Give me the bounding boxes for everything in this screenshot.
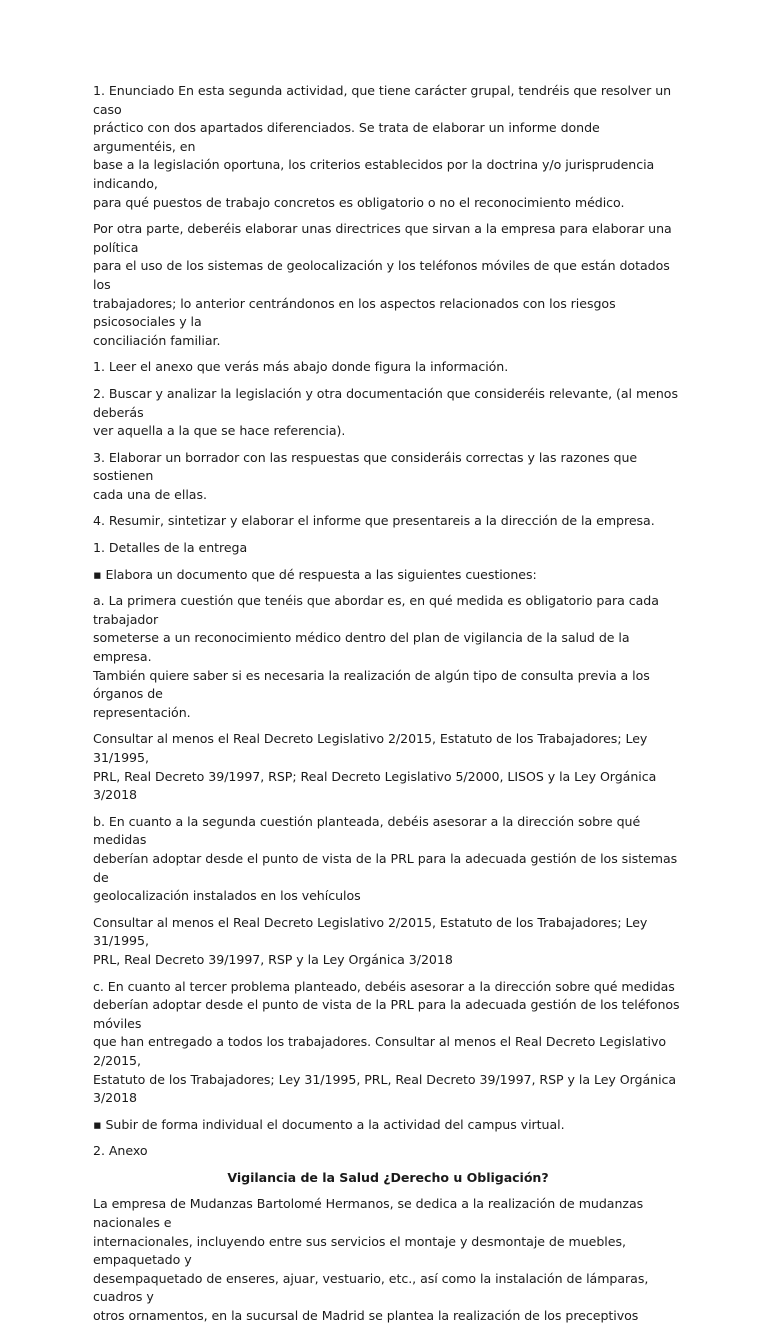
paragraph-step-2: 2. Buscar y analizar la legislación y otra documentación que consideréis relevante, (al menos deberás ver aquella a la que se hace referencia).	[93, 385, 678, 439]
paragraph-bullet-elabora: ▪ Elabora un documento que dé respuesta a las siguientes cuestiones:	[93, 566, 537, 582]
paragraph-step-4: 4. Resumir, sintetizar y elaborar el informe que presentareis a la dirección de la empresa.	[93, 513, 655, 529]
paragraph-bullet-subir: ▪ Subir de forma individual el documento a la actividad del campus virtual.	[93, 1116, 565, 1132]
paragraph-mudanzas: La empresa de Mudanzas Bartolomé Hermanos, se dedica a la realización de mudanzas nacionales e internacionales, incluyendo entre sus servicios el montaje y desmontaje de muebles, empaquetado y desempaquetado de enseres, ajuar, vestuario, etc., así como la instalación de lámparas, cuadros y otros ornamentos, en la sucursal de Madrid se plantea la realización de los preceptivos	[93, 1196, 649, 1324]
paragraph-question-a: a. La primera cuestión que tenéis que abordar es, en qué medida es obligatorio para cada trabajador someterse a un reconocimiento médico dentro del plan de vigilancia de la salud de la empresa. También quiere saber si es necesaria la realización de algún tipo de consulta previa a los órganos de representación.	[93, 593, 659, 720]
paragraph-directrices: Por otra parte, deberéis elaborar unas directrices que sirvan a la empresa para elaborar una política para el uso de los sistemas de geolocalización y los teléfonos móviles de que están dotados los trabajadores; lo anterior centrándonos en los aspectos relacionados con los riesgos psicosociales y la conciliación familiar.	[93, 221, 672, 348]
paragraph-step-1: 1. Leer el anexo que verás más abajo donde figura la información.	[93, 359, 509, 375]
paragraph-anexo: 2. Anexo	[93, 1143, 148, 1159]
paragraph-enunciado: 1. Enunciado En esta segunda actividad, que tiene carácter grupal, tendréis que resolver un caso práctico con dos apartados diferenciados. Se trata de elaborar un informe donde argumentéis, en base a la legislación oportuna, los criterios establecidos por la doctrina y/o jurisprudencia indicando, para qué puestos de trabajo concretos es obligatorio o no el reconocimiento médico.	[93, 83, 672, 210]
document-page	[93, 82, 683, 1334]
paragraph-question-c: c. En cuanto al tercer problema planteado, debéis asesorar a la dirección sobre qué medidas deberían adoptar desde el punto de vista de la PRL para la adecuada gestión de los teléfonos móviles que han entregado a todos los trabajadores. Consultar al menos el Real Decreto Legislativo 2/2015, Estatuto de los Trabajadores; Ley 31/1995, PRL, Real Decreto 39/1997, RSP y la Ley Orgánica 3/2018	[93, 978, 680, 1106]
paragraph-step-3: 3. Elaborar un borrador con las respuestas que consideráis correctas y las razones que sostienen cada una de ellas.	[93, 449, 638, 502]
section-heading: Vigilancia de la Salud ¿Derecho u Obligación?	[227, 1169, 549, 1185]
paragraph-consultar-b: Consultar al menos el Real Decreto Legislativo 2/2015, Estatuto de los Trabajadores; Ley 31/1995, PRL, Real Decreto 39/1997, RSP y la Ley Orgánica 3/2018	[93, 914, 648, 967]
paragraph-detalles: 1. Detalles de la entrega	[93, 540, 248, 556]
paragraph-question-b: b. En cuanto a la segunda cuestión planteada, debéis asesorar a la dirección sobre qué medidas deberían adoptar desde el punto de vista de la PRL para la adecuada gestión de los sistemas de geolocalización instalados en los vehículos	[93, 813, 678, 904]
paragraph-consultar-a: Consultar al menos el Real Decreto Legislativo 2/2015, Estatuto de los Trabajadores; Ley 31/1995, PRL, Real Decreto 39/1997, RSP; Real Decreto Legislativo 5/2000, LISOS y la Ley Orgánica 3/2018	[93, 731, 657, 803]
